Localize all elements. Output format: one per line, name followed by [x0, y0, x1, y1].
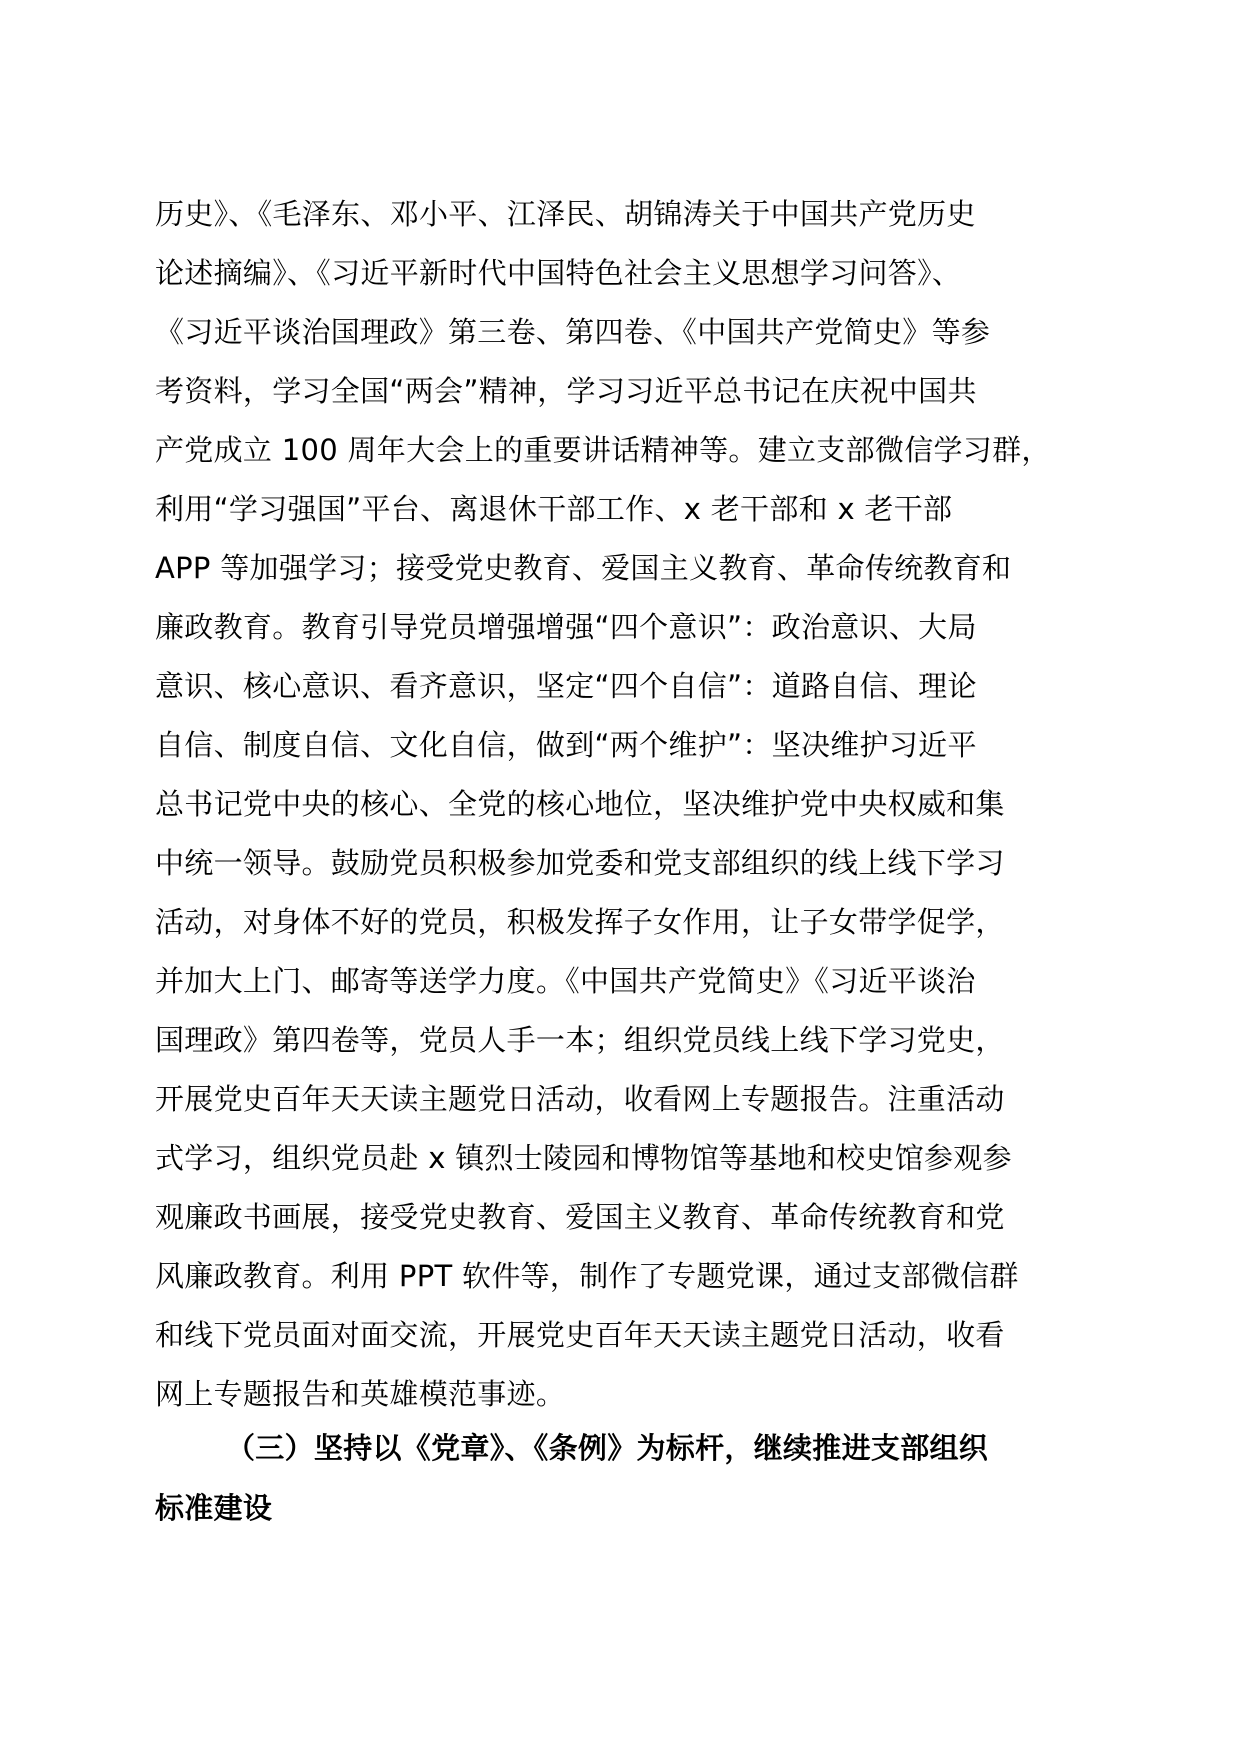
paragraph-line: 活动，对身体不好的党员，积极发挥子女作用，让子女带学促学，: [155, 905, 1005, 939]
paragraph-line: 历史》、《毛泽东、邓小平、江泽民、胡锦涛关于中国共产党历史: [155, 197, 976, 231]
paragraph-line: 利用“学习强国”平台、离退休干部工作、x 老干部和 x 老干部: [155, 492, 953, 526]
paragraph-line: 廉政教育。教育引导党员增强增强“四个意识”：政治意识、大局: [155, 610, 977, 644]
paragraph-line: 和线下党员面对面交流，开展党史百年天天读主题党日活动，收看: [155, 1318, 1005, 1352]
paragraph-line: 并加大上门、邮寄等送学力度。《中国共产党简史》《习近平谈治: [155, 964, 976, 998]
paragraph-line: 中统一领导。鼓励党员积极参加党委和党支部组织的线上线下学习: [155, 846, 1005, 880]
heading-line: （三）坚持以《党章》、《条例》为标杆，继续推进支部组织: [226, 1431, 989, 1465]
paragraph-line: 产党成立 100 周年大会上的重要讲话精神等。建立支部微信学习群，: [155, 433, 1051, 467]
paragraph-line: 式学习，组织党员赴 x 镇烈士陵园和博物馆等基地和校史馆参观参: [155, 1141, 1012, 1175]
paragraph-line: 国理政》第四卷等，党员人手一本；组织党员线上线下学习党史，: [155, 1023, 1005, 1057]
paragraph-line: 自信、制度自信、文化自信，做到“两个维护”：坚决维护习近平: [155, 728, 977, 762]
paragraph-line: 意识、核心意识、看齐意识，坚定“四个自信”：道路自信、理论: [155, 669, 977, 703]
paragraph-line: 《习近平谈治国理政》第三卷、第四卷、《中国共产党简史》等参: [155, 315, 991, 349]
paragraph-line: 风廉政教育。利用 PPT 软件等，制作了专题党课，通过支部微信群: [155, 1259, 1019, 1293]
paragraph-line: 总书记党中央的核心、全党的核心地位，坚决维护党中央权威和集: [155, 787, 1005, 821]
section-heading: [155, 1418, 1095, 1538]
body-paragraph: [155, 185, 1095, 1424]
paragraph-line: APP 等加强学习；接受党史教育、爱国主义教育、革命传统教育和: [155, 551, 1012, 585]
heading-line: 标准建设: [155, 1491, 273, 1525]
paragraph-line: 论述摘编》、《习近平新时代中国特色社会主义思想学习问答》、: [155, 256, 962, 290]
paragraph-line: 开展党史百年天天读主题党日活动，收看网上专题报告。注重活动: [155, 1082, 1005, 1116]
paragraph-line: 网上专题报告和英雄模范事迹。: [155, 1377, 566, 1411]
paragraph-line: 观廉政书画展，接受党史教育、爱国主义教育、革命传统教育和党: [155, 1200, 1005, 1234]
paragraph-line: 考资料，学习全国“两会”精神，学习习近平总书记在庆祝中国共: [155, 374, 977, 408]
